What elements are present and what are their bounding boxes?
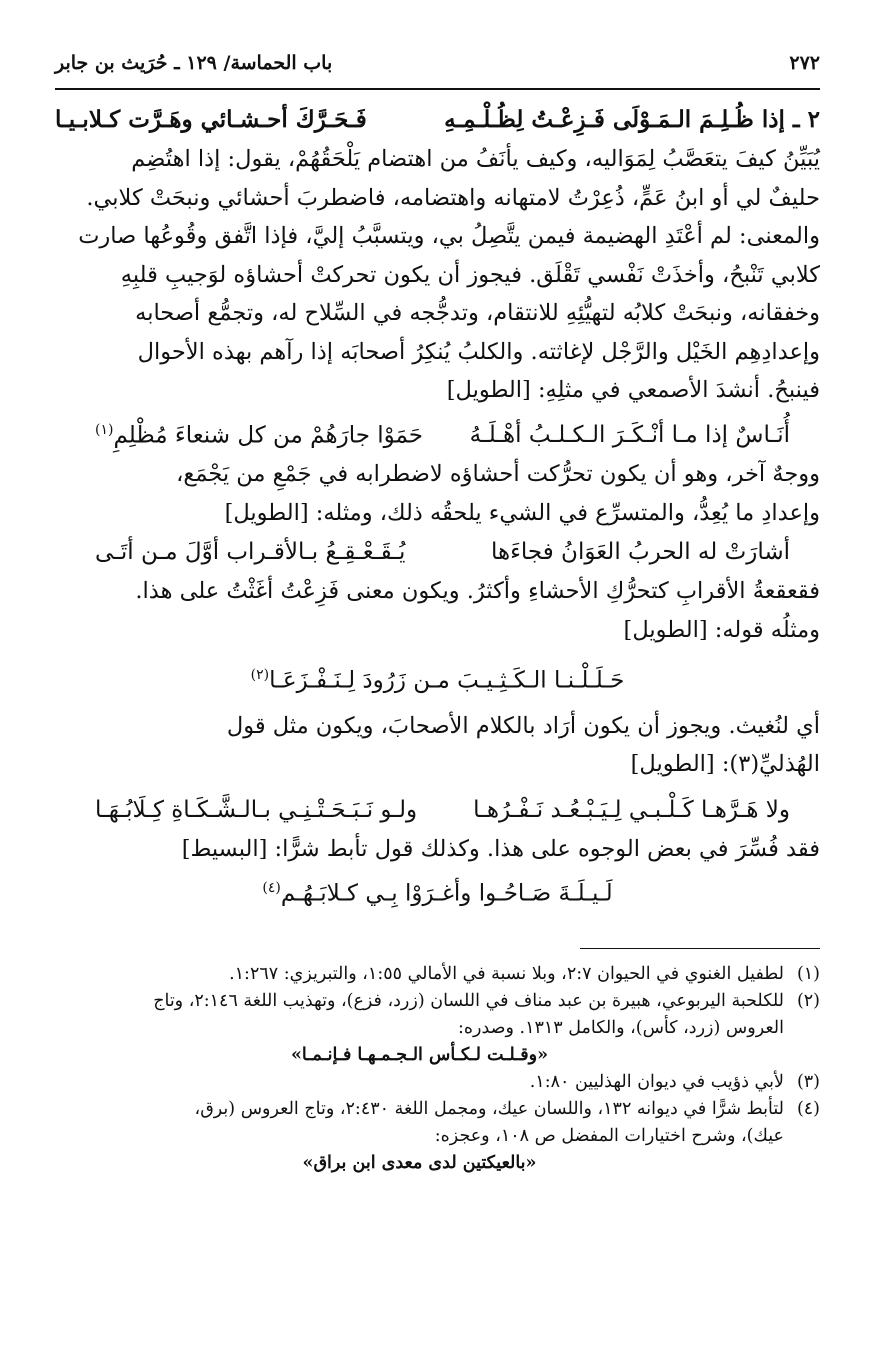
text-line: ووجهٌ آخر، وهو أن يكون تحرُّكت أحشاؤه لاضطرابه في جَمْعِ من يَجْمَع، — [176, 461, 820, 488]
text-line: حليفٌ لي أو ابنُ عَمٍّ، ذُعِرْتُ لامتهانه واهتضامه، فاضطربَ أحشائي ونبحَتْ كلابي. — [86, 184, 820, 211]
hemistich-text: حَـلَـلْـنـا الـكَـثِـيـبَ مـن زَرُودَ لِـنَـفْـزَعَـا — [269, 667, 625, 694]
text-line: كلابي تَنْبحُ، وأخذَتْ نَفْسي تَقْلَق. فيجوز أن يكون تحركتْ أحشاؤه لوَجيبِ قلبِهِ — [120, 261, 820, 288]
verse-first-hemistich: إذا ظُـلِـمَ الـمَـوْلَى فَـزِعْـتُ لِظُـلْـمِـهِ — [444, 106, 785, 133]
verse-second-hemistich: يُـقَـعْـقِـعُ بـالأقـراب أوَّلَ مـن أتَـى — [95, 539, 406, 566]
footnote-line: لطفيل الغنوي في الحيوان ٢:٧، وبلا نسبة في الأمالي ١:٥٥، والتبريزي: ١:٢٦٧. — [229, 963, 784, 984]
text-line: ومثلُه قوله: [الطويل] — [623, 616, 820, 643]
text-line: وإعدادِهِم الخَيْل والرَّجْل لإغاثته. والكلبُ يُنكِرُ أصحابَه إذا رآهم بهذه الأحوال — [137, 338, 820, 365]
text-line: وإعدادِ ما يُعِدُّ، والمتسرِّع في الشيء يلحقُه ذلك، ومثله: [الطويل] — [224, 499, 820, 526]
footnote-line: لتأبط شرًّا في ديوانه ١٣٢، واللسان عيك، ومجمل اللغة ٢:٤٣٠، وتاج العروس (برق، — [194, 1098, 784, 1119]
commentary-paragraph-5 — [55, 830, 820, 869]
footnote-4 — [55, 1096, 820, 1177]
footnote-line: للكلحبة اليربوعي، هبيرة بن عبد مناف في اللسان (زرد، فزع)، وتهذيب اللغة ٢:١٤٦، وتاج — [153, 990, 784, 1011]
footnote-number: (٣) — [796, 1071, 820, 1092]
footnote-line: لأبي ذؤيب في ديوان الهذليين ١:٨٠. — [529, 1071, 784, 1092]
verse-first-hemistich: ولا هَـرَّهـا كَـلْـبـي لِـيَـبْـعُـد نَـفْـرُهـا — [473, 796, 790, 823]
hemistich-text: حَمَوْا جارَهُمْ من كل شنعاءَ مُظْلِمِ — [113, 422, 424, 449]
footnote-mark: (١) — [95, 421, 114, 438]
footnote-3 — [55, 1069, 820, 1096]
text-line: فقد فُسِّرَ في بعض الوجوه على هذا. وكذلك قول تأبط شرًّا: [البسيط] — [181, 835, 820, 862]
quoted-verse-6 — [55, 868, 820, 914]
footnote-divider — [580, 948, 820, 949]
commentary-paragraph-2 — [55, 455, 820, 532]
footnote-quote: «وقـلـت لـكـأس الـجـمـهـا فـإنـمـا» — [290, 1044, 549, 1065]
footnote-quote: «بالعيكتين لدى معدى ابن براق» — [302, 1152, 537, 1173]
commentary-paragraph-1 — [55, 140, 820, 410]
main-verse — [55, 100, 820, 140]
page-header — [55, 52, 820, 84]
text-line: فقعقعةُ الأقرابِ كتحرُّكِ الأحشاءِ وأكثرُ. ويكون معنى فَزِعْتُ أغَثْتُ على هذا. — [135, 578, 820, 605]
footnote-2 — [55, 988, 820, 1069]
text-line: يُبَيِّنُ كيفَ يتعَصَّبُ لِمَوَاليه، وكيف يأنَفُ من اهتضام يَلْحَقُهُمْ، يقول: إذا اهتُضِم — [131, 146, 820, 172]
quoted-verse-2 — [55, 410, 820, 456]
footnote-number: (١) — [796, 963, 820, 984]
text-line: وخفقانه، ونبحَتْ كلابُه لتهيُّئِهِ للانتقام، وتدجُّجه في السِّلاح له، وتجمُّع أصحابه — [135, 300, 820, 326]
verse-first-hemistich: أُنَـاسٌ إذا مـا أنْـكَـرَ الـكـلـبُ أهْـلَـهُ — [469, 422, 790, 449]
footnote-line: العروس (زرد، كأس)، والكامل ١٣١٣. وصدره: — [457, 1017, 784, 1038]
verse-second-hemistich — [95, 410, 423, 456]
footnote-1 — [55, 961, 820, 988]
header-divider — [55, 88, 820, 90]
quoted-verse-4 — [55, 655, 820, 701]
text-line: أي لنُغيث. ويجوز أن يكون أرَاد بالكلام الأصحابَ، ويكون مثل قول — [226, 712, 820, 739]
verse-first-hemistich: أشارَتْ له الحربُ العَوَانُ فجاءَها — [490, 539, 790, 566]
hemistich-text: لَـيـلَـةَ صَـاحُـوا وأغـرَوْا بِـي كـلابَـهُـم — [280, 880, 613, 907]
footnotes — [55, 961, 820, 1177]
quoted-verse-5 — [55, 790, 820, 830]
footnote-mark: (٢) — [250, 667, 270, 684]
running-title: باب الحماسة/ ١٢٩ ـ حُرَيث بن جابر — [55, 52, 333, 74]
verse-number: ٢ ـ — [792, 106, 820, 133]
commentary-paragraph-4 — [55, 707, 820, 784]
text-line: والمعنى: لم أعْتَدِ الهضيمة فيمن يتَّصِلُ بي، ويتسبَّبُ إليَّ، فإذا اتَّفق وقُوعُها صارت — [78, 223, 820, 249]
verse-second-hemistich: ولـو نَـبَـحَـتْـنِـي بـالـشَّـكَـاةِ كِـلَابُـهَـا — [95, 796, 418, 823]
book-page — [55, 52, 820, 1177]
footnote-number: (٢) — [796, 990, 820, 1011]
text-line: الهُذليِّ(٣): [الطويل] — [630, 751, 820, 778]
verse-second-hemistich: فَـحَـرَّكَ أحـشـائي وهَـرَّت كـلابـيـا — [55, 106, 367, 133]
text-line: فينبحُ. أنشدَ الأصمعي في مثلِهِ: [الطويل] — [446, 377, 820, 403]
quoted-verse-3 — [55, 532, 820, 572]
footnote-number: (٤) — [796, 1098, 820, 1119]
commentary-paragraph-3 — [55, 572, 820, 649]
page-number: ٢٧٢ — [789, 52, 820, 74]
footnote-line: عيك)، وشرح اختيارات المفضل ص ١٠٨، وعجزه: — [434, 1125, 784, 1146]
footnote-mark: (٤) — [262, 880, 281, 897]
